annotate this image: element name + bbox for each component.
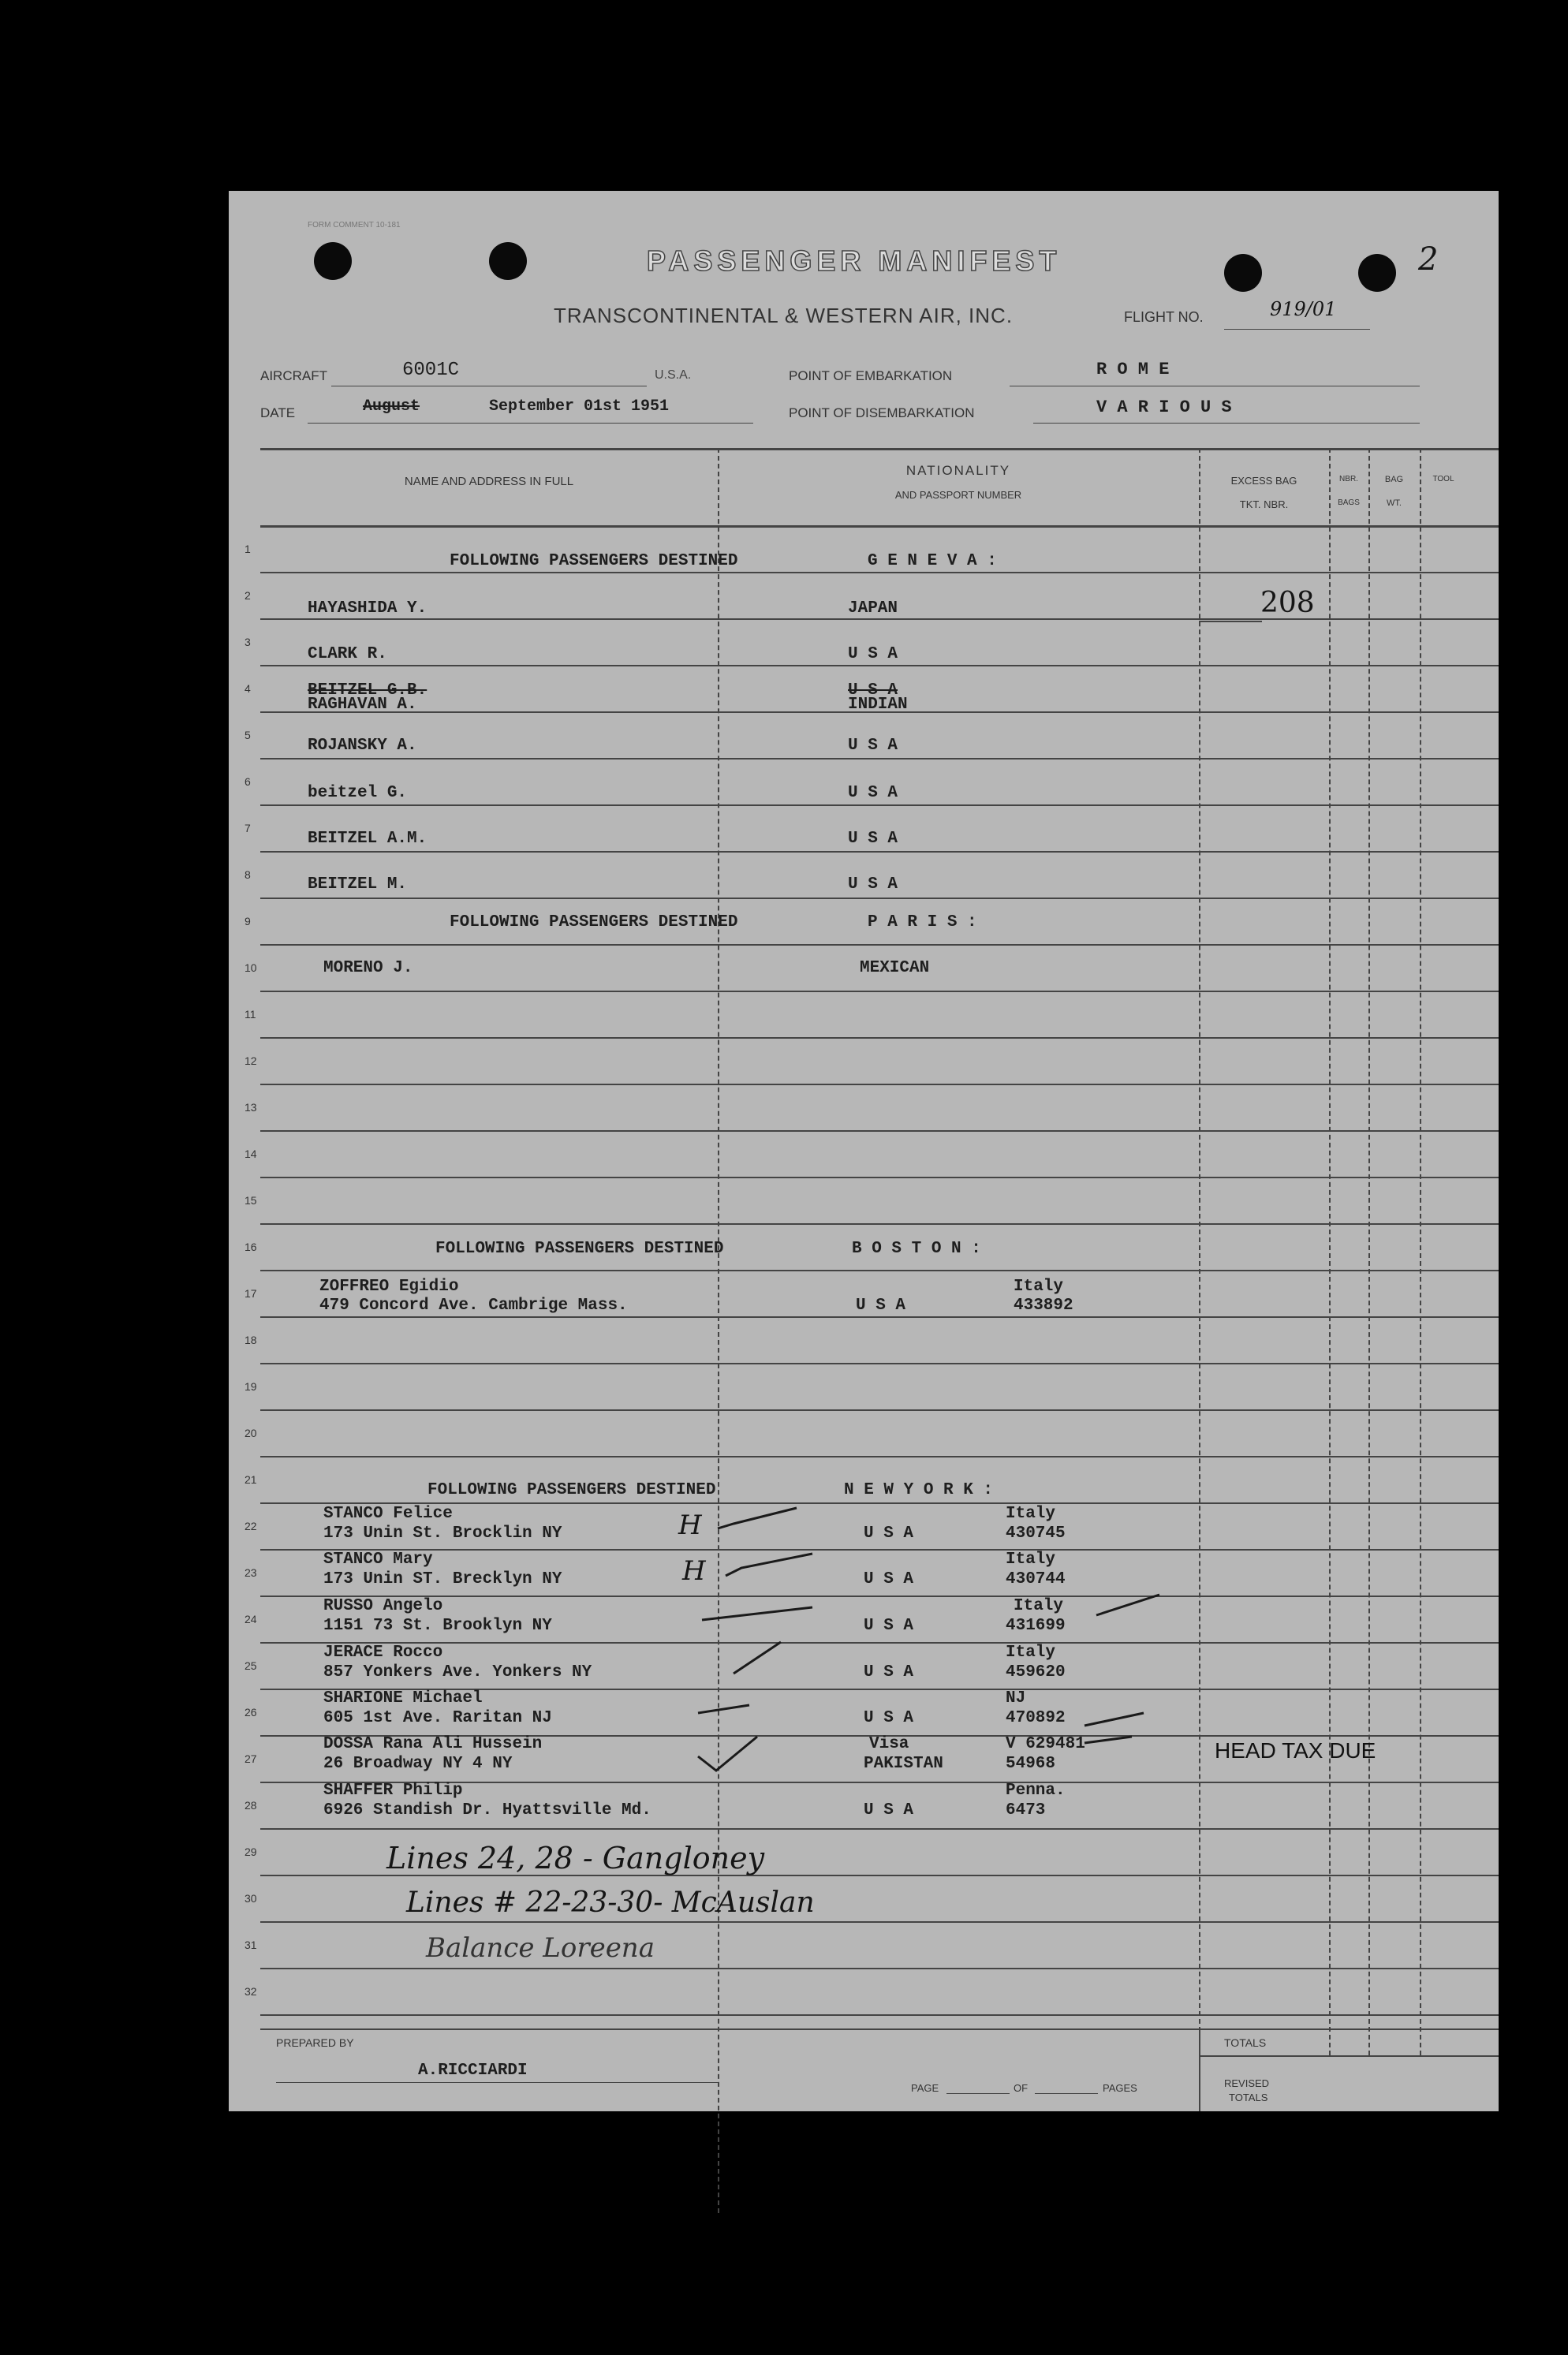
check-mark [698, 1737, 757, 1771]
check-mark [1085, 1713, 1144, 1726]
footer-mid-border [1199, 2055, 1499, 2057]
section-paris-dest: P A R I S : [868, 913, 977, 931]
passenger-address: 173 Unin ST. Brecklyn NY [323, 1570, 562, 1588]
row-number: 19 [245, 1380, 257, 1393]
section-newyork-dest: N E W Y O R K : [844, 1481, 994, 1499]
embarkation-label: POINT OF EMBARKATION [789, 368, 953, 383]
col-header-bags: BAGS [1338, 498, 1360, 507]
passenger-nationality: U S A [848, 784, 898, 802]
passenger-nationality: U S A [864, 1709, 914, 1727]
passenger-name: STANCO Felice [323, 1505, 453, 1523]
row-number: 27 [245, 1752, 257, 1765]
row-number: 21 [245, 1473, 257, 1486]
of-label: OF [1014, 2082, 1029, 2094]
corner-mark: 2 [1418, 241, 1439, 278]
initial-mark: H [682, 1555, 706, 1587]
page-underline [946, 2093, 1010, 2094]
company-name: TRANSCONTINENTAL & WESTERN AIR, INC. [554, 304, 1014, 327]
row-number: 18 [245, 1334, 257, 1346]
row-number: 23 [245, 1566, 257, 1579]
check-mark [726, 1554, 812, 1576]
passport-number: 470892 [1006, 1709, 1066, 1727]
passenger-nationality: U S A [864, 1663, 914, 1681]
row-number: 7 [245, 822, 251, 834]
page-label: PAGE [911, 2082, 939, 2094]
passenger-address: 173 Unin St. Brocklin NY [323, 1525, 562, 1543]
col-header-nbr: NBR. [1339, 475, 1358, 483]
passport-country: NJ [1006, 1689, 1026, 1707]
row-number: 8 [245, 868, 251, 881]
passenger-name: RAGHAVAN A. [308, 696, 417, 714]
initial-mark: H [678, 1510, 702, 1541]
passport-country: Italy [1006, 1505, 1056, 1523]
row-number: 22 [245, 1520, 257, 1532]
handwritten-note-2: Lines # 22-23-30- McAuslan [406, 1887, 815, 1919]
col-header-tool: TOOL [1432, 475, 1454, 483]
passenger-nationality: JAPAN [848, 599, 898, 618]
date-label: DATE [260, 405, 296, 420]
passport-country: Italy [1014, 1278, 1064, 1296]
passenger-name: beitzel G. [308, 784, 408, 802]
row-number: 15 [245, 1194, 257, 1207]
disembarkation-label: POINT OF DISEMBARKATION [789, 405, 975, 420]
check-mark [1085, 1737, 1132, 1743]
passport-number: 433892 [1014, 1297, 1073, 1315]
passenger-name: CLARK R. [308, 645, 387, 663]
row-number: 32 [245, 1985, 257, 1998]
section-geneva-dest: G E N E V A : [868, 552, 997, 570]
passenger-address: 479 Concord Ave. Cambrige Mass. [319, 1297, 628, 1315]
passenger-nationality: U S A [856, 1297, 906, 1315]
section-newyork-text: FOLLOWING PASSENGERS DESTINED [427, 1481, 716, 1499]
aircraft-label: AIRCRAFT [260, 368, 327, 383]
row-number: 13 [245, 1101, 257, 1114]
row-number: 6 [245, 775, 251, 788]
row-number: 11 [245, 1008, 256, 1021]
check-mark [718, 1508, 797, 1528]
footer-totals-divider [1199, 2028, 1200, 2111]
passenger-name: SHARIONE Michael [323, 1689, 483, 1707]
passport-country: Italy [1006, 1644, 1056, 1662]
form-code: FORM COMMENT 10-181 [308, 221, 401, 230]
passenger-nationality: MEXICAN [860, 959, 930, 977]
disembarkation-value: V A R I O U S [1096, 397, 1232, 417]
manifest-sheet [229, 191, 1499, 2111]
prepared-by-name: A.RICCIARDI [418, 2062, 528, 2080]
col-header-wt: WT. [1387, 498, 1402, 508]
check-mark [698, 1705, 749, 1713]
row-number: 25 [245, 1659, 257, 1672]
row-number: 1 [245, 543, 251, 555]
passenger-name: MORENO J. [323, 959, 413, 977]
passenger-name: BEITZEL M. [308, 875, 408, 894]
section-boston-dest: B O S T O N : [852, 1240, 981, 1258]
passenger-nationality: INDIAN [848, 696, 908, 714]
row-number: 3 [245, 636, 251, 648]
passenger-name: BEITZEL A.M. [308, 830, 427, 848]
passenger-address: 857 Yonkers Ave. Yonkers NY [323, 1663, 592, 1681]
date-value: September 01st 1951 [489, 397, 670, 416]
passenger-name: HAYASHIDA Y. [308, 599, 427, 618]
passenger-address: 605 1st Ave. Raritan NJ [323, 1709, 552, 1727]
excess-ticket-number: 208 [1260, 587, 1315, 619]
col-header-name: NAME AND ADDRESS IN FULL [404, 475, 574, 488]
passport-number: 54968 [1006, 1755, 1056, 1773]
of-underline [1035, 2093, 1098, 2094]
row-number: 26 [245, 1706, 257, 1719]
passenger-name: RUSSO Angelo [323, 1597, 443, 1615]
visa-number: V 629481 [1006, 1735, 1085, 1753]
passenger-nationality: U S A [848, 681, 898, 700]
passenger-name: SHAFFER Philip [323, 1782, 463, 1800]
passenger-nationality: U S A [848, 737, 898, 755]
passenger-name: JERACE Rocco [323, 1644, 443, 1662]
passenger-name: ZOFFREO Egidio [319, 1278, 459, 1296]
passenger-nationality: U S A [848, 875, 898, 894]
section-paris-text: FOLLOWING PASSENGERS DESTINED [450, 913, 738, 931]
revised-totals-label-2: TOTALS [1229, 2092, 1268, 2103]
col-header-bag: BAG [1384, 475, 1404, 484]
passenger-name: ROJANSKY A. [308, 737, 417, 755]
manifest-title: PASSENGER MANIFEST [647, 244, 1062, 277]
prepared-by-label: PREPARED BY [276, 2036, 354, 2049]
handwritten-note-3: Balance Loreena [426, 1932, 655, 1964]
passenger-nationality: PAKISTAN [864, 1755, 943, 1773]
row-number: 24 [245, 1613, 257, 1625]
visa-label: Visa [869, 1735, 909, 1753]
row-number: 5 [245, 729, 251, 741]
col-header-excess: EXCESS BAG [1230, 475, 1297, 487]
flight-number: 919/01 [1270, 298, 1337, 320]
passport-number: 430745 [1006, 1525, 1066, 1543]
passport-number: 431699 [1006, 1617, 1066, 1635]
passenger-nationality: U S A [864, 1617, 914, 1635]
passenger-address: 6926 Standish Dr. Hyattsville Md. [323, 1801, 651, 1819]
section-boston-text: FOLLOWING PASSENGERS DESTINED [435, 1240, 724, 1258]
row-number: 4 [245, 682, 251, 695]
row-number: 14 [245, 1148, 257, 1160]
row-number: 12 [245, 1054, 257, 1067]
row-number: 20 [245, 1427, 257, 1439]
row-number: 29 [245, 1846, 257, 1858]
totals-label: TOTALS [1224, 2036, 1267, 2049]
passenger-nationality: U S A [848, 830, 898, 848]
passenger-nationality: U S A [848, 645, 898, 663]
pages-label: PAGES [1103, 2082, 1137, 2094]
revised-totals-label: REVISED [1224, 2077, 1270, 2089]
date-struck: August [363, 397, 420, 416]
passenger-address: 1151 73 St. Brooklyn NY [323, 1617, 552, 1635]
passenger-name: DOSSA Rana Ali Hussein [323, 1735, 543, 1753]
row-number: 9 [245, 915, 251, 927]
passport-number: 459620 [1006, 1663, 1066, 1681]
aircraft-country: U.S.A. [655, 368, 692, 382]
passenger-name: STANCO Mary [323, 1551, 433, 1569]
check-mark [1096, 1595, 1159, 1615]
aircraft-number: 6001C [402, 360, 460, 381]
check-mark [702, 1607, 812, 1620]
row-number: 2 [245, 589, 251, 602]
check-mark [734, 1642, 781, 1674]
head-tax-stamp: HEAD TAX DUE [1215, 1738, 1376, 1763]
passenger-address: 26 Broadway NY 4 NY [323, 1755, 513, 1773]
footer-top-border [260, 2028, 1499, 2030]
passport-country: Italy [1006, 1551, 1056, 1569]
flight-label: FLIGHT NO. [1124, 309, 1204, 325]
row-number: 31 [245, 1939, 257, 1951]
row-number: 28 [245, 1799, 257, 1812]
handwritten-note-1: Lines 24, 28 - Gangloney [386, 1841, 765, 1875]
row-number: 16 [245, 1241, 257, 1253]
embarkation-value: R O M E [1096, 360, 1170, 379]
col-header-nationality: NATIONALITY [905, 463, 1011, 478]
passenger-nationality: U S A [864, 1570, 914, 1588]
passenger-nationality: U S A [864, 1801, 914, 1819]
passport-number: 6473 [1006, 1801, 1046, 1819]
row-number: 10 [245, 961, 257, 974]
passport-country: Penna. [1006, 1782, 1066, 1800]
passenger-name: BEITZEL G.B. [308, 681, 427, 700]
row-number: 17 [245, 1287, 257, 1300]
passport-country: Italy [1014, 1597, 1064, 1615]
check-marks [229, 191, 1499, 2111]
col-header-passport: AND PASSPORT NUMBER [894, 489, 1022, 501]
prepared-underline [276, 2082, 718, 2083]
row-number: 30 [245, 1892, 257, 1905]
col-header-ticket: TKT. NBR. [1239, 498, 1289, 510]
passenger-nationality: U S A [864, 1525, 914, 1543]
passport-number: 430744 [1006, 1570, 1066, 1588]
section-geneva-text: FOLLOWING PASSENGERS DESTINED [450, 552, 738, 570]
